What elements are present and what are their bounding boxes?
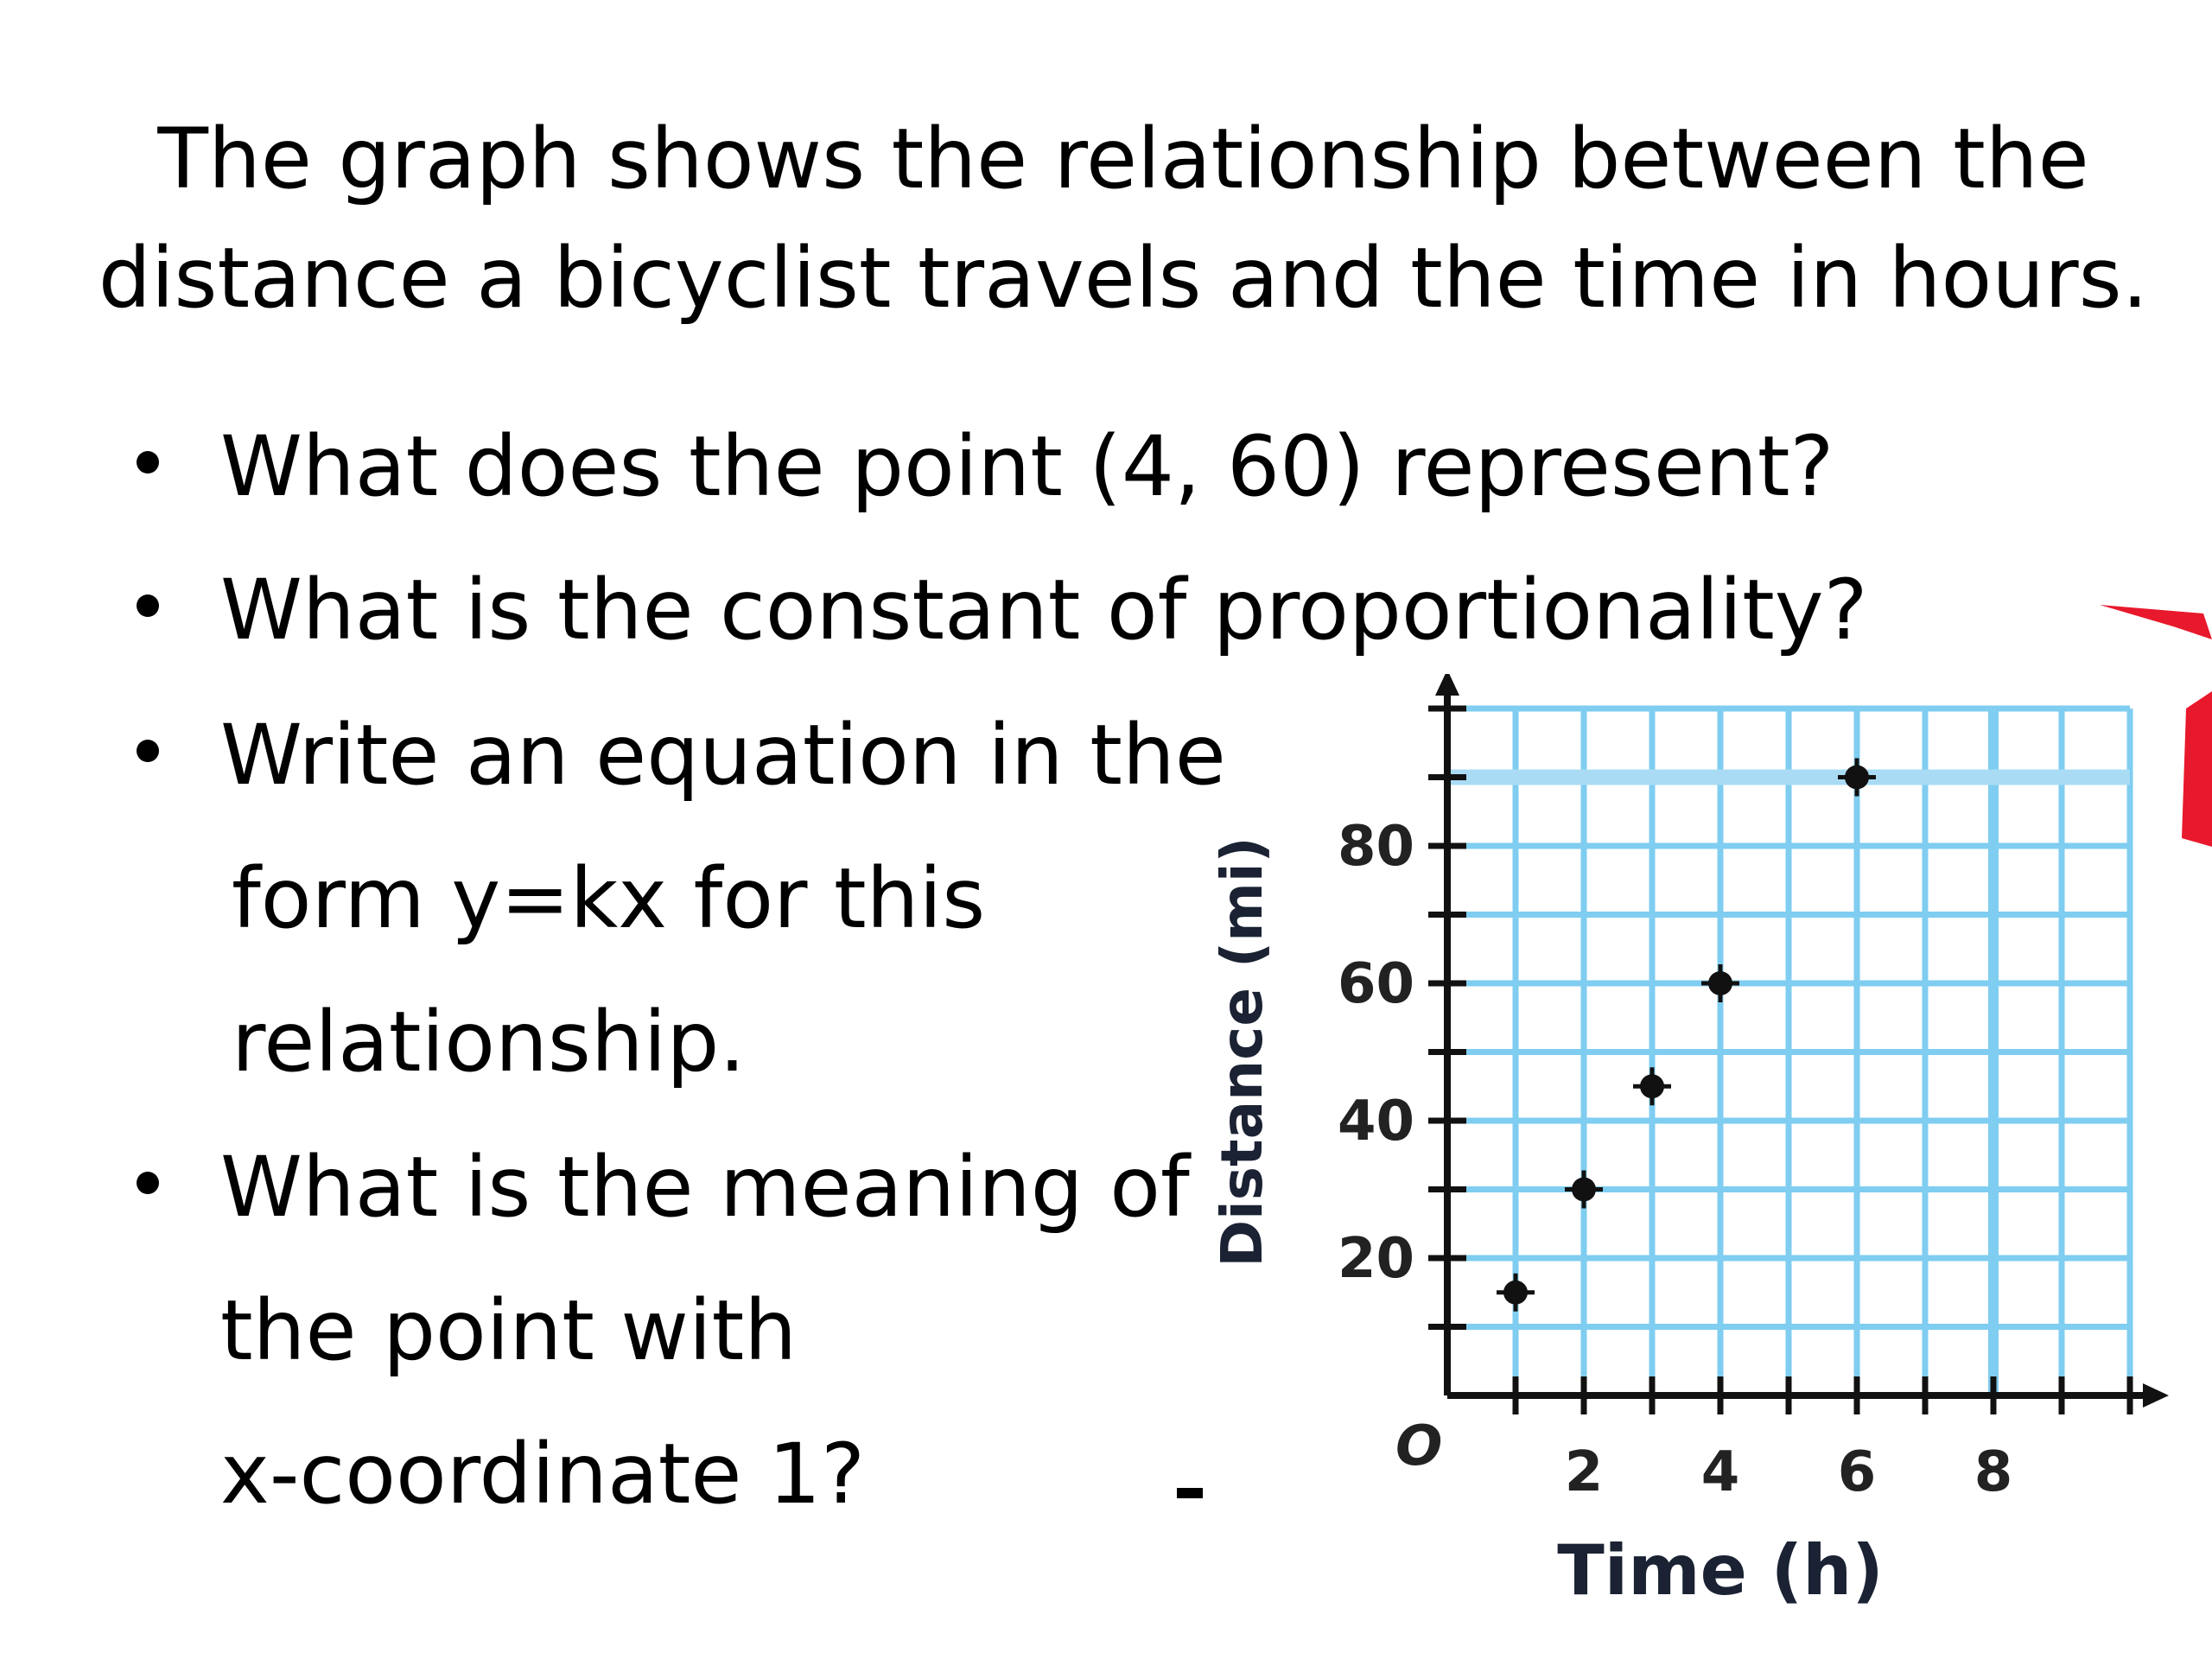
grid bbox=[1447, 709, 2130, 1395]
y-axis-arrow bbox=[1435, 674, 1459, 696]
y-tick-label: 20 bbox=[1337, 1227, 1414, 1291]
origin-label: O bbox=[1395, 1414, 1443, 1478]
bullet-dot bbox=[137, 1172, 159, 1194]
x-tick-label: 8 bbox=[1974, 1440, 2013, 1504]
bullet-point-4-line-3: x-coordinate 1? bbox=[220, 1426, 866, 1522]
data-points bbox=[1497, 759, 1876, 1312]
bullet-point-3-line-2: form y=kx for this bbox=[232, 850, 986, 947]
x-axis-title: Time (h) bbox=[1557, 1530, 1884, 1611]
y-tick-label: 40 bbox=[1337, 1090, 1414, 1154]
bullet-point-3-line-3: relationship. bbox=[232, 994, 746, 1090]
ticks bbox=[1338, 709, 2130, 1504]
bullet-point-1: What does the point (4, 60) represent? bbox=[220, 418, 1834, 515]
bullet-point-4-line-1: What is the meaning of bbox=[220, 1139, 1190, 1236]
x-tick-label: 6 bbox=[1837, 1440, 1877, 1504]
y-axis-title: Distance (mi) bbox=[1209, 836, 1275, 1268]
chart bbox=[1175, 674, 2195, 1659]
bullet-dot bbox=[137, 451, 159, 474]
bullet-point-3-line-1: Write an equation in the bbox=[220, 707, 1226, 804]
y-tick-label: 60 bbox=[1337, 952, 1414, 1016]
chart-svg bbox=[1175, 674, 2195, 1659]
bullet-point-4-line-2: the point with bbox=[220, 1282, 798, 1379]
heading-line-1: The graph shows the relationship between the bbox=[157, 111, 2089, 207]
heading-line-2: distance a bicyclist travels and the time in hours. bbox=[98, 230, 2149, 327]
x-tick-label: 4 bbox=[1700, 1440, 1740, 1504]
bullet-point-2: What is the constant of proportionality? bbox=[220, 562, 1868, 658]
bullet-dot bbox=[137, 740, 159, 762]
y-tick-label: 80 bbox=[1337, 815, 1414, 879]
x-axis-arrow bbox=[2143, 1383, 2169, 1408]
bullet-dot bbox=[137, 594, 159, 617]
x-tick-label: 2 bbox=[1564, 1440, 1604, 1504]
